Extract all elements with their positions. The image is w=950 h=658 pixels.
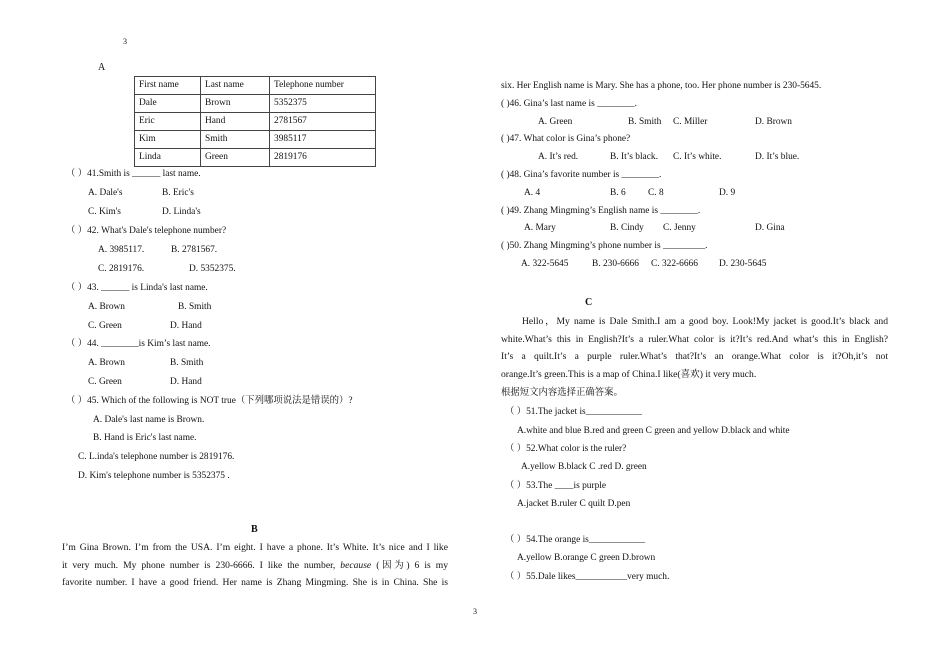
table-cell: 2819176 [270,149,376,167]
question-45-option-a: A. Dale's last name is Brown. [93,415,205,425]
question-47-option-d: D. It’s blue. [755,152,800,162]
table-cell: Linda [135,149,201,167]
question-48-option-c: C. 8 [648,188,664,198]
passage-line: white.What’s this in English?It’s a ruler.What color is it?It’s red.And what’s this in English? [501,333,888,345]
passage-text: (因为) 6 is my [376,559,448,571]
table-header-cell: First name [135,77,201,95]
question-43-option-c: C. Green [88,321,122,331]
question-46-option-d: D. Brown [755,117,792,127]
passage-line: Hello，My name is Dale Smith.I am a good boy. Look!My jacket is good.It’s black and [522,316,888,327]
name-table [134,76,376,167]
question-50-option-c: C. 322-6666 [651,259,698,269]
question-49-option-a: A. Mary [524,223,556,233]
question-47-option-c: C. It’s white. [673,152,722,162]
question-55-stem: （ ）55.Dale likes___________very much. [505,572,670,582]
question-44-option-d: D. Hand [170,377,202,387]
question-42-option-b: B. 2781567. [171,245,218,255]
passage-text-italic: because [340,559,372,571]
table-header-row [135,77,376,95]
question-52-stem: （ ）52.What color is the ruler? [505,444,627,454]
table-cell: 2781567 [270,113,376,131]
top-page-marker: 3 [123,37,127,46]
question-50-option-a: A. 322-5645 [521,259,569,269]
section-c-instruction: 根据短文内容选择正确答案。 [501,388,623,398]
table-row [135,95,376,113]
question-51-options: A.white and blue B.red and green C green and yellow D.black and white [517,426,790,436]
question-43-option-d: D. Hand [170,321,202,331]
table-cell: 3985117 [270,131,376,149]
footer-page-number: 3 [473,607,477,616]
table-cell: Kim [135,131,201,149]
question-48-option-a: A. 4 [524,188,541,198]
question-42-option-a: A. 3985117. [98,245,145,255]
question-47-option-a: A. It’s red. [538,152,579,162]
section-a-label: A [98,62,106,73]
question-43-option-a: A. Brown [88,302,125,312]
table-cell: Green [201,149,270,167]
question-41-stem: （ ）41.Smith is ______ last name. [66,169,201,179]
question-47-option-b: B. It’s black. [610,152,658,162]
question-42-option-d: D. 5352375. [189,264,236,274]
question-44-option-a: A. Brown [88,358,125,368]
question-43-option-b: B. Smith [178,302,212,312]
section-c-passage [501,313,888,383]
question-45-option-b: B. Hand is Eric's last name. [93,433,197,443]
question-44-option-c: C. Green [88,377,122,387]
passage-line: orange.It’s green.This is a map of China.I like(喜欢) it very much. [501,368,757,380]
question-42-option-c: C. 2819176. [98,264,145,274]
question-41-option-a: A. Dale's [88,188,123,198]
passage-line [62,557,448,575]
table-cell: Smith [201,131,270,149]
section-c-label: C [585,297,593,308]
question-50-option-b: B. 230-6666 [592,259,639,269]
passage-line: favorite number. I have a good friend. Her name is Zhang Mingming. She is in China. She is [62,577,448,589]
table-row [135,131,376,149]
table-cell: 5352375 [270,95,376,113]
question-44-stem: （ ）44. ________is Kim’s last name. [66,339,211,349]
table-header-cell: Telephone number [270,77,376,95]
question-48-option-d: D. 9 [719,188,736,198]
question-41-option-c: C. Kim's [88,207,121,217]
question-53-options: A.jacket B.ruler C quilt D.pen [517,499,631,509]
question-50-option-d: D. 230-5645 [719,259,767,269]
question-48-option-b: B. 6 [610,188,626,198]
question-42-stem: （ ）42. What's Dale's telephone number? [66,226,227,236]
question-50-stem: ( )50. Zhang Mingming’s phone number is _________. [501,241,708,251]
question-49-option-d: D. Gina [755,223,785,233]
passage-line: I’m Gina Brown. I’m from the USA. I’m eight. I have a phone. It’s White. It’s nice and I like [62,542,448,553]
table-cell: Hand [201,113,270,131]
question-52-options: A.yellow B.black C .red D. green [521,462,647,472]
question-45-option-d: D. Kim's telephone number is 5352375 . [78,471,230,481]
question-49-option-b: B. Cindy [610,223,644,233]
question-54-stem: （ ）54.The orange is____________ [505,535,646,545]
table-row [135,149,376,167]
question-51-stem: （ ）51.The jacket is____________ [505,407,642,417]
question-41-option-b: B. Eric's [162,188,194,198]
question-46-option-c: C. Miller [673,117,708,127]
question-53-stem: （ ）53.The ____is purple [505,481,607,491]
section-b-label: B [251,524,258,535]
passage-line: It’s a quilt.It’s a purple ruler.What’s that?It’s an orange.What color is it?Oh,it’s not [501,351,888,363]
table-header-cell: Last name [201,77,270,95]
question-49-stem: ( )49. Zhang Mingming’s English name is ________. [501,206,701,216]
table-row [135,113,376,131]
question-43-stem: （ ）43. ______ is Linda's last name. [66,283,208,293]
question-45-option-c: C. L.inda's telephone number is 2819176. [78,452,235,462]
question-48-stem: ( )48. Gina’s favorite number is ________. [501,170,662,180]
section-b-passage [62,539,448,592]
question-46-stem: ( )46. Gina’s last name is ________. [501,99,637,109]
question-46-option-a: A. Green [538,117,573,127]
question-49-option-c: C. Jenny [663,223,696,233]
section-b-continuation: six. Her English name is Mary. She has a phone, too. Her phone number is 230-5645. [501,81,822,91]
question-54-options: A.yellow B.orange C green D.brown [517,553,656,563]
table-cell: Dale [135,95,201,113]
table-cell: Eric [135,113,201,131]
question-45-stem: （ ）45. Which of the following is NOT true（下列哪项说法是错误的）? [66,396,353,406]
question-46-option-b: B. Smith [628,117,662,127]
question-44-option-b: B. Smith [170,358,204,368]
question-47-stem: ( )47. What color is Gina’s phone? [501,134,631,144]
passage-text: it very much. My phone number is 230-6666. I like the number, [62,559,336,571]
table-cell: Brown [201,95,270,113]
question-41-option-d: D. Linda's [162,207,201,217]
